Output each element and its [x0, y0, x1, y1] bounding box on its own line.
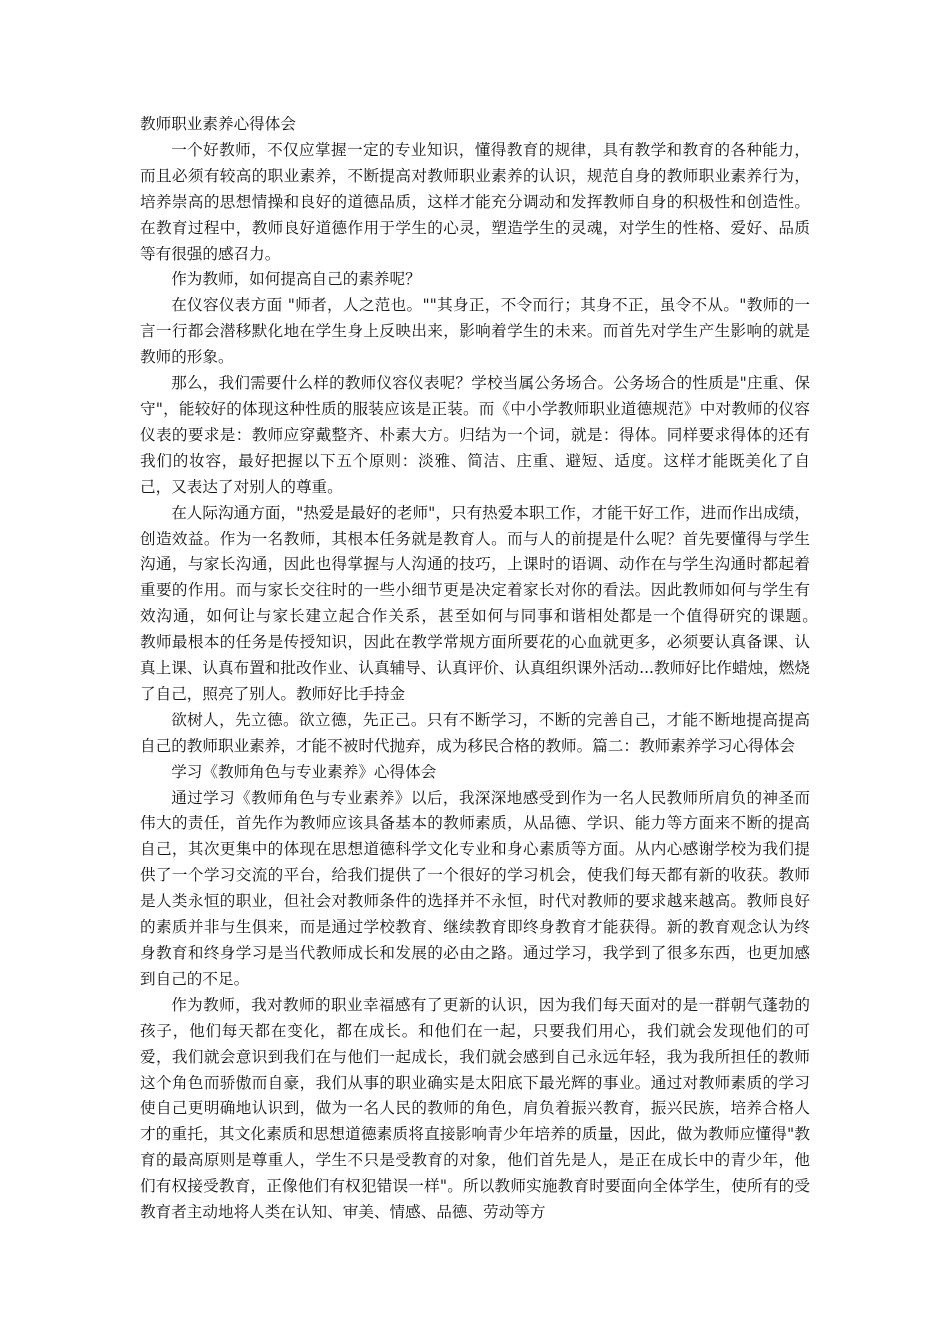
document-page	[140, 112, 857, 1226]
paragraph-5: 在人际沟通方面，"热爱是最好的老师"，只有热爱本职工作，才能干好工作，进而作出成绩，创造效益。作为一名教师，其根本任务就是教育人。而与人的前提是什么呢？首先要懂得与学生沟通，与家长沟通，因此也得掌握与人沟通的技巧，上课时的语调、动作在与学生沟通时都起着重要的作用。而与家长交往时的一些小细节更是决定着家长对你的看法。因此教师如何与学生有效沟通，如何让与家长建立起合作关系，甚至如何与同事和谐相处都是一个值得研究的课题。 教师最根本的任务是传授知识，因此在教学常规方面所要花的心血就更多，必须要认真备课、认真上课、认真布置和批改作业、认真辅导、认真评价、认真组织课外活动...教师好比作蜡烛，燃烧了自己，照亮了别人。教师好比手持金	[140, 503, 857, 703]
paragraph-4: 那么，我们需要什么样的教师仪容仪表呢？学校当属公务场合。公务场合的性质是"庄重、保守"，能较好的体现这种性质的服装应该是正装。而《中小学教师职业道德规范》中对教师的仪容仪表的要求是：教师应穿戴整齐、朴素大方。归结为一个词，就是：得体。同样要求得体的还有我们的妆容，最好把握以下五个原则：淡雅、简洁、庄重、避短、适度。这样才能既美化了自己，又表达了对别人的尊重。	[140, 374, 810, 496]
paragraph-2: 作为教师，如何提高自己的素养呢？	[171, 270, 421, 289]
document-title: 教师职业素养心得体会	[140, 115, 296, 133]
paragraph-7: 学习《教师角色与专业素养》心得体会	[171, 762, 437, 781]
paragraph-8: 通过学习《教师角色与专业素养》以后，我深深地感受到作为一名人民教师所肩负的神圣而伟大的责任，首先作为教师应该具备基本的教师素质，从品德、学识、能力等方面来不断的提高自己，其次更集中的体现在思想道德科学文化专业和身心素质等方面。从内心感谢学校为我们提供了一个学习交流的平台，给我们提供了一个很好的学习机会，使我们每天都有新的收获。教师是人类永恒的职业，但社会对教师条件的选择并不永恒，时代对教师的要求越来越高。教师良好的素质并非与生俱来，而是通过学校教育、继续教育即终身教育才能获得。新的教育观念认为终身教育和终身学习是当代教师成长和发展的必由之路。通过学习，我学到了很多东西，也更加感到自己的不足。	[140, 788, 810, 988]
paragraph-9: 作为教师，我对教师的职业幸福感有了更新的认识，因为我们每天面对的是一群朝气蓬勃的孩子，他们每天都在变化，都在成长。和他们在一起，只要我们用心，我们就会发现他们的可爱，我们就会意识到我们在与他们一起成长，我们就会感到自己永远年轻，我为我所担任的教师这个角色而骄傲而自豪，我们从事的职业确实是太阳底下最光辉的事业。通过对教师素质的学习使自己更明确地认识到，做为一名人民的教师的角色，肩负着振兴教育，振兴民族，培养合格人才的重托，其文化素质和思想道德素质将直接影响青少年培养的质量，因此，做为教师应懂得"教育的最高原则是尊重人，学生不只是受教育的对象，他们首先是人，是正在成长中的青少年，他们有权接受教育，正像他们有权犯错误一样"。所以教师实施教育时要面向全体学生，使所有的受教育者主动地将人类在认知、审美、情感、品德、劳动等方	[140, 995, 810, 1222]
paragraph-3: 在仪容仪表方面 "师者，人之范也。""其身正，不令而行；其身不正，虽令不从。"教师的一言一行都会潜移默化地在学生身上反映出来，影响着学生的未来。而首先对学生产生影响的就是教师的形象。	[140, 296, 810, 367]
paragraph-6: 欲树人，先立德。欲立德，先正己。只有不断学习，不断的完善自己，才能不断地提高提高自己的教师职业素养，才能不被时代抛弃，成为移民合格的教师。篇二：教师素养学习心得体会	[140, 710, 810, 755]
paragraph-1: 一个好教师，不仅应掌握一定的专业知识，懂得教育的规律，具有教学和教育的各种能力，而且必须有较高的职业素养，不断提高对教师职业素养的认识，规范自身的教师职业素养行为，培养崇高的思想情操和良好的道德品质，这样才能充分调动和发挥教师自身的积极性和创造性。在教育过程中，教师良好道德作用于学生的心灵，塑造学生的灵魂，对学生的性格、爱好、品质等有很强的感召力。	[140, 140, 810, 263]
